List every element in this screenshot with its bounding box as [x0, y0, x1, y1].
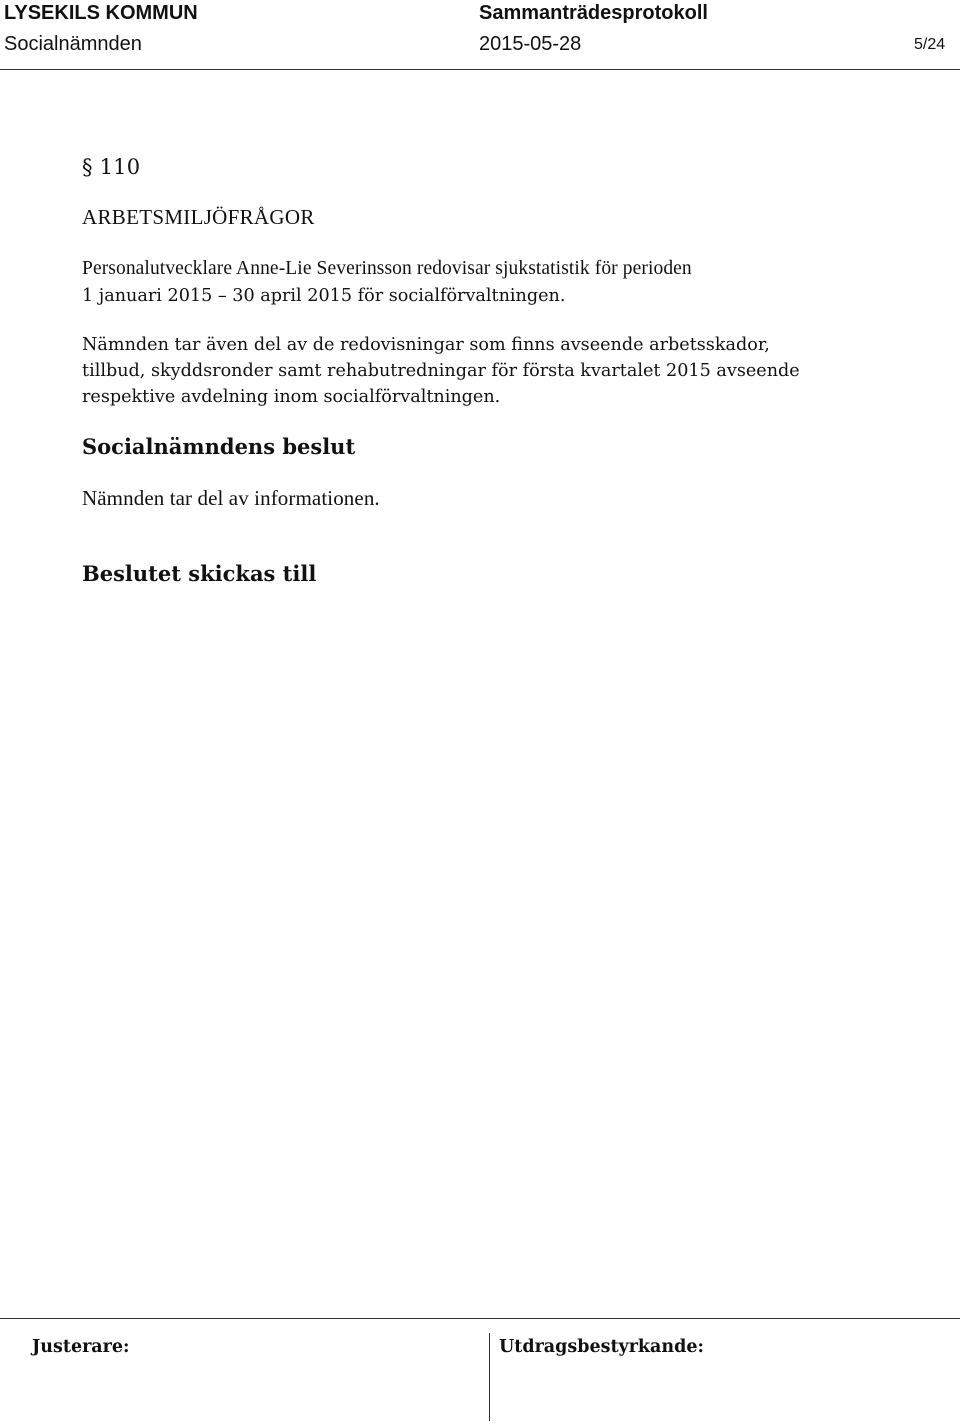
section-number: § 110 — [82, 155, 141, 179]
paragraph-line: Nämnden tar även del av de redovisningar som finns avseende arbetsskador, — [82, 335, 770, 355]
sent-to-heading: Beslutet skickas till — [82, 561, 317, 586]
footer-column-divider — [489, 1333, 490, 1421]
organization-name: LYSEKILS KOMMUN — [4, 2, 198, 24]
page-number: 5/24 — [914, 36, 946, 53]
header-divider — [0, 69, 960, 70]
paragraph-line: tillbud, skyddsronder samt rehabutredningar för första kvartalet 2015 avseende — [82, 361, 800, 381]
paragraph-line: respektive avdelning inom socialförvaltningen. — [82, 387, 501, 407]
adjuster-label: Justerare: — [32, 1337, 130, 1357]
decision-text: Nämnden tar del av informationen. — [82, 486, 380, 510]
paragraph-line: 1 januari 2015 – 30 april 2015 för socialförvaltningen. — [82, 286, 566, 306]
certifier-label: Utdragsbestyrkande: — [499, 1337, 704, 1357]
committee-name: Socialnämnden — [4, 33, 142, 55]
paragraph-line: Personalutvecklare Anne-Lie Severinsson redovisar sjukstatistik för perioden — [82, 258, 692, 279]
decision-heading: Socialnämndens beslut — [82, 434, 356, 459]
section-title: ARBETSMILJÖFRÅGOR — [82, 205, 315, 229]
footer-divider — [0, 1318, 960, 1319]
meeting-date: 2015-05-28 — [479, 33, 582, 55]
document-type: Sammanträdesprotokoll — [479, 2, 708, 24]
